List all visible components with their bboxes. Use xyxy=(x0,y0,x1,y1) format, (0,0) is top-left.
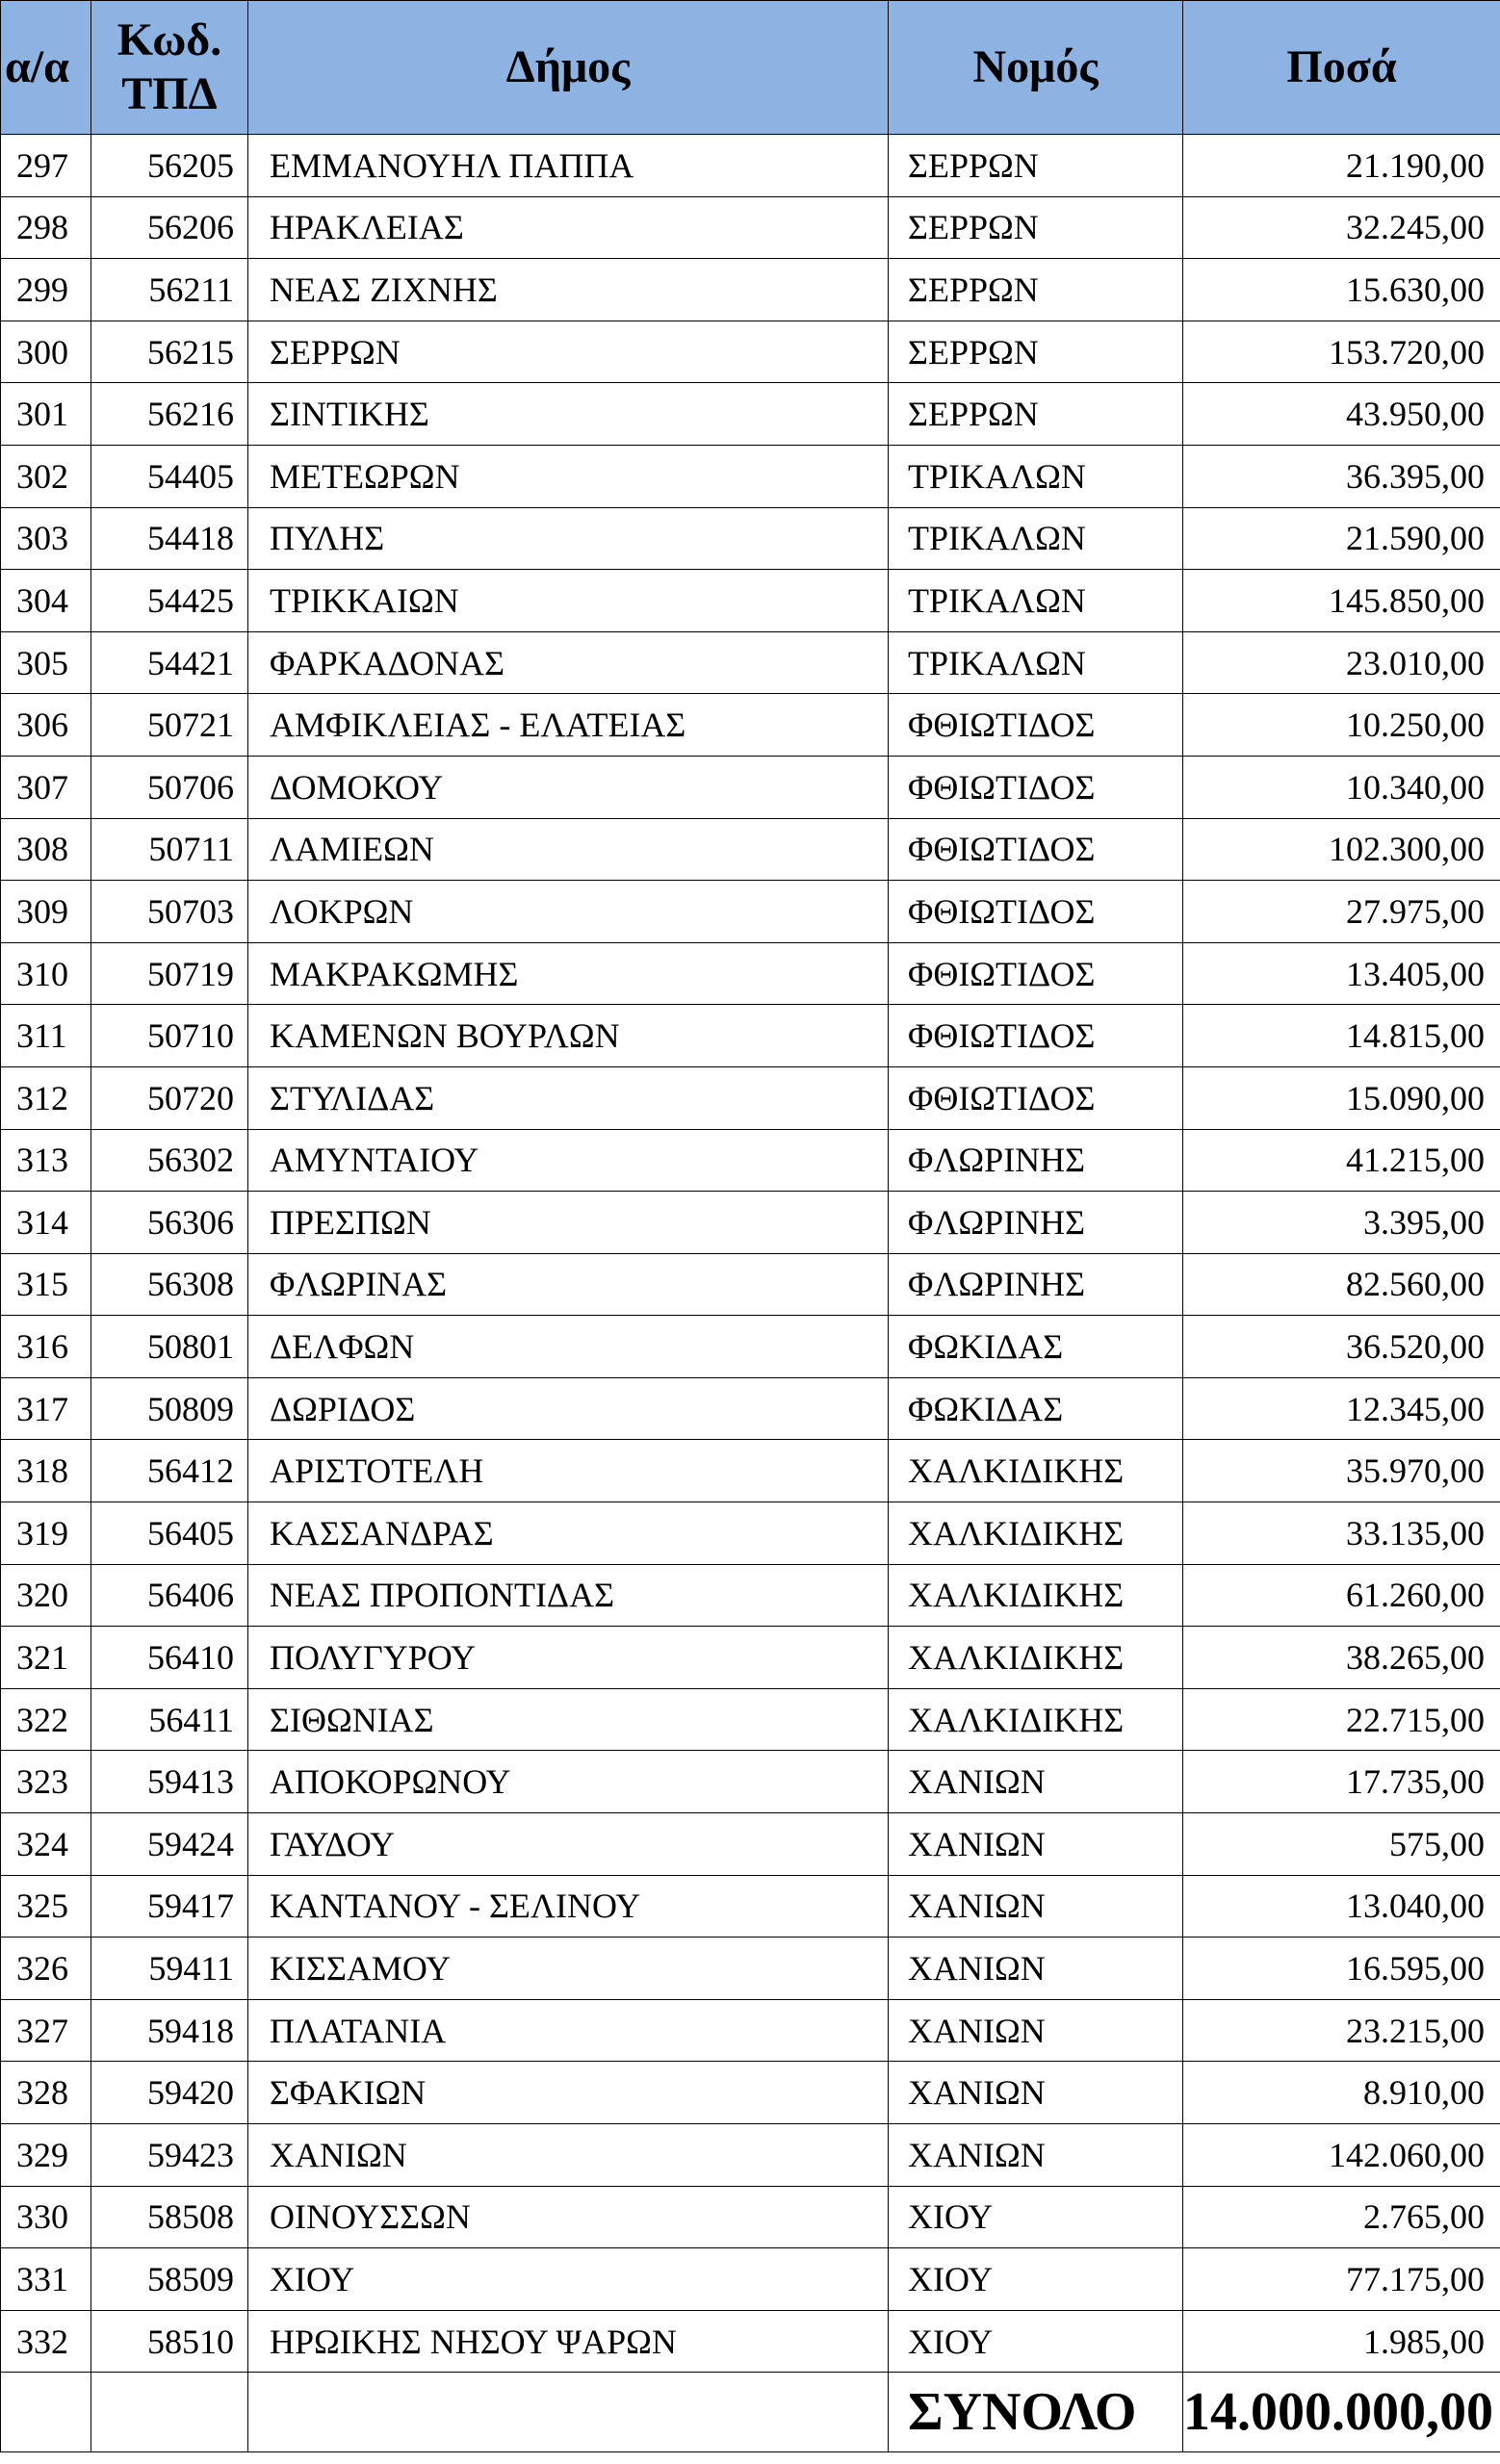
table-row xyxy=(1,445,1500,507)
table-row xyxy=(1,818,1500,881)
cell-code: 50720 xyxy=(91,1066,248,1129)
cell-code: 59417 xyxy=(91,1875,248,1938)
cell-code: 56206 xyxy=(91,196,248,259)
cell-dimos: ΣΙΘΩΝΙΑΣ xyxy=(248,1688,889,1751)
cell-aa: 321 xyxy=(1,1627,91,1689)
table-row xyxy=(1,942,1500,1005)
table-row xyxy=(1,1192,1500,1254)
cell-dimos: ΟΙΝΟΥΣΣΩΝ xyxy=(248,2186,889,2248)
cell-aa: 302 xyxy=(1,445,91,507)
table-row xyxy=(1,1502,1500,1565)
cell-nomos: ΧΑΝΙΩΝ xyxy=(889,1938,1183,2000)
cell-amount: 22.715,00 xyxy=(1183,1688,1500,1751)
table-row xyxy=(1,1938,1500,2000)
cell-amount: 2.765,00 xyxy=(1183,2186,1500,2248)
cell-aa: 306 xyxy=(1,694,91,757)
cell-nomos: ΦΩΚΙΔΑΣ xyxy=(889,1377,1183,1440)
cell-nomos: ΤΡΙΚΑΛΩΝ xyxy=(889,631,1183,694)
cell-dimos: ΦΛΩΡΙΝΑΣ xyxy=(248,1253,889,1316)
cell-dimos: ΣΦΑΚΙΩΝ xyxy=(248,2062,889,2124)
cell-aa: 330 xyxy=(1,2186,91,2248)
cell-dimos: ΤΡΙΚΚΑΙΩΝ xyxy=(248,570,889,632)
cell-aa: 319 xyxy=(1,1502,91,1565)
header-aa: α/α xyxy=(1,1,91,135)
cell-dimos: ΜΕΤΕΩΡΩΝ xyxy=(248,445,889,507)
cell-nomos: ΤΡΙΚΑΛΩΝ xyxy=(889,507,1183,570)
table-row xyxy=(1,1875,1500,1938)
cell-dimos: ΑΜΥΝΤΑΙΟΥ xyxy=(248,1129,889,1192)
table-row xyxy=(1,1377,1500,1440)
cell-dimos: ΣΙΝΤΙΚΗΣ xyxy=(248,383,889,446)
header-code xyxy=(91,1,248,135)
cell-code: 54418 xyxy=(91,507,248,570)
cell-code: 56302 xyxy=(91,1129,248,1192)
cell-amount: 41.215,00 xyxy=(1183,1129,1500,1192)
cell-amount: 61.260,00 xyxy=(1183,1564,1500,1627)
cell-dimos: ΚΑΝΤΑΝΟΥ - ΣΕΛΙΝΟΥ xyxy=(248,1875,889,1938)
cell-code: 50710 xyxy=(91,1005,248,1067)
cell-aa: 331 xyxy=(1,2248,91,2311)
cell-nomos: ΧΑΝΙΩΝ xyxy=(889,1813,1183,1876)
cell-amount: 32.245,00 xyxy=(1183,196,1500,259)
cell-nomos: ΧΑΛΚΙΔΙΚΗΣ xyxy=(889,1502,1183,1565)
cell-amount: 77.175,00 xyxy=(1183,2248,1500,2311)
cell-nomos: ΧΑΛΚΙΔΙΚΗΣ xyxy=(889,1688,1183,1751)
cell-aa: 317 xyxy=(1,1377,91,1440)
cell-amount: 36.395,00 xyxy=(1183,445,1500,507)
cell-dimos: ΔΕΛΦΩΝ xyxy=(248,1316,889,1378)
cell-dimos: ΔΟΜΟΚΟΥ xyxy=(248,756,889,818)
cell-amount: 13.405,00 xyxy=(1183,942,1500,1005)
cell-amount: 102.300,00 xyxy=(1183,818,1500,881)
cell-nomos: ΧΙΟΥ xyxy=(889,2248,1183,2311)
cell-nomos: ΧΑΛΚΙΔΙΚΗΣ xyxy=(889,1627,1183,1689)
cell-aa: 300 xyxy=(1,321,91,383)
table-row xyxy=(1,881,1500,943)
cell-nomos: ΧΑΛΚΙΔΙΚΗΣ xyxy=(889,1440,1183,1502)
cell-nomos: ΣΕΡΡΩΝ xyxy=(889,321,1183,383)
cell-code: 56306 xyxy=(91,1192,248,1254)
cell-code: 59420 xyxy=(91,2062,248,2124)
cell-amount: 17.735,00 xyxy=(1183,1751,1500,1813)
cell-dimos: ΠΟΛΥΓΥΡΟΥ xyxy=(248,1627,889,1689)
cell-nomos: ΦΘΙΩΤΙΔΟΣ xyxy=(889,881,1183,943)
cell-aa: 325 xyxy=(1,1875,91,1938)
cell-code: 56205 xyxy=(91,135,248,197)
cell-dimos: ΧΙΟΥ xyxy=(248,2248,889,2311)
cell-code: 50706 xyxy=(91,756,248,818)
table-row xyxy=(1,2186,1500,2248)
cell-amount: 35.970,00 xyxy=(1183,1440,1500,1502)
cell-nomos: ΦΘΙΩΤΙΔΟΣ xyxy=(889,818,1183,881)
cell-nomos: ΧΙΟΥ xyxy=(889,2186,1183,2248)
cell-code: 59423 xyxy=(91,2124,248,2187)
cell-amount: 15.090,00 xyxy=(1183,1066,1500,1129)
table-row xyxy=(1,1440,1500,1502)
cell-amount: 3.395,00 xyxy=(1183,1192,1500,1254)
table-footer xyxy=(1,2373,1500,2452)
cell-dimos: ΝΕΑΣ ΖΙΧΝΗΣ xyxy=(248,259,889,321)
cell-amount: 142.060,00 xyxy=(1183,2124,1500,2187)
total-label: ΣΥΝΟΛΟ xyxy=(889,2373,1183,2452)
header-dimos: Δήμος xyxy=(248,1,889,135)
cell-aa: 309 xyxy=(1,881,91,943)
cell-amount: 43.950,00 xyxy=(1183,383,1500,446)
cell-dimos: ΚΙΣΣΑΜΟΥ xyxy=(248,1938,889,2000)
cell-aa: 329 xyxy=(1,2124,91,2187)
cell-amount: 145.850,00 xyxy=(1183,570,1500,632)
cell-code: 58508 xyxy=(91,2186,248,2248)
cell-nomos: ΣΕΡΡΩΝ xyxy=(889,259,1183,321)
cell-nomos: ΧΑΝΙΩΝ xyxy=(889,1751,1183,1813)
table-row xyxy=(1,383,1500,446)
table-row xyxy=(1,1564,1500,1627)
table-row xyxy=(1,1005,1500,1067)
cell-dimos: ΑΜΦΙΚΛΕΙΑΣ - ΕΛΑΤΕΙΑΣ xyxy=(248,694,889,757)
cell-code: 56215 xyxy=(91,321,248,383)
cell-nomos: ΦΛΩΡΙΝΗΣ xyxy=(889,1192,1183,1254)
cell-aa: 314 xyxy=(1,1192,91,1254)
cell-dimos: ΑΠΟΚΟΡΩΝΟΥ xyxy=(248,1751,889,1813)
cell-amount: 82.560,00 xyxy=(1183,1253,1500,1316)
cell-nomos: ΦΛΩΡΙΝΗΣ xyxy=(889,1253,1183,1316)
table-row xyxy=(1,1129,1500,1192)
cell-aa: 320 xyxy=(1,1564,91,1627)
table-row xyxy=(1,1627,1500,1689)
table-row xyxy=(1,2310,1500,2373)
cell-code: 50801 xyxy=(91,1316,248,1378)
cell-aa: 332 xyxy=(1,2310,91,2373)
table-row xyxy=(1,1316,1500,1378)
cell-aa: 305 xyxy=(1,631,91,694)
cell-nomos: ΧΑΛΚΙΔΙΚΗΣ xyxy=(889,1564,1183,1627)
cell-dimos: ΜΑΚΡΑΚΩΜΗΣ xyxy=(248,942,889,1005)
cell-aa: 308 xyxy=(1,818,91,881)
table-row xyxy=(1,1253,1500,1316)
cell-amount: 12.345,00 xyxy=(1183,1377,1500,1440)
cell-dimos: ΠΡΕΣΠΩΝ xyxy=(248,1192,889,1254)
cell-nomos: ΣΕΡΡΩΝ xyxy=(889,135,1183,197)
cell-dimos: ΣΕΡΡΩΝ xyxy=(248,321,889,383)
table-row xyxy=(1,259,1500,321)
header-code-line1: Κωδ. xyxy=(116,14,222,65)
cell-dimos: ΦΑΡΚΑΔΟΝΑΣ xyxy=(248,631,889,694)
table-row xyxy=(1,1751,1500,1813)
cell-aa: 324 xyxy=(1,1813,91,1876)
cell-code: 58510 xyxy=(91,2310,248,2373)
cell-amount: 575,00 xyxy=(1183,1813,1500,1876)
cell-dimos: ΧΑΝΙΩΝ xyxy=(248,2124,889,2187)
cell-amount: 23.215,00 xyxy=(1183,1999,1500,2062)
cell-nomos: ΧΑΝΙΩΝ xyxy=(889,2062,1183,2124)
cell-nomos: ΤΡΙΚΑΛΩΝ xyxy=(889,570,1183,632)
cell-nomos: ΦΘΙΩΤΙΔΟΣ xyxy=(889,694,1183,757)
table-row xyxy=(1,1066,1500,1129)
cell-amount: 15.630,00 xyxy=(1183,259,1500,321)
cell-aa: 304 xyxy=(1,570,91,632)
cell-aa: 312 xyxy=(1,1066,91,1129)
cell-aa: 318 xyxy=(1,1440,91,1502)
cell-aa: 327 xyxy=(1,1999,91,2062)
table-row xyxy=(1,2062,1500,2124)
table-row xyxy=(1,135,1500,197)
cell-aa: 307 xyxy=(1,756,91,818)
total-empty-cell xyxy=(1,2373,91,2452)
cell-dimos: ΝΕΑΣ ΠΡΟΠΟΝΤΙΔΑΣ xyxy=(248,1564,889,1627)
cell-dimos: ΕΜΜΑΝΟΥΗΛ ΠΑΠΠΑ xyxy=(248,135,889,197)
total-value: 14.000.000,00 xyxy=(1183,2373,1500,2452)
cell-code: 56405 xyxy=(91,1502,248,1565)
cell-aa: 316 xyxy=(1,1316,91,1378)
cell-code: 59411 xyxy=(91,1938,248,2000)
cell-aa: 328 xyxy=(1,2062,91,2124)
cell-amount: 13.040,00 xyxy=(1183,1875,1500,1938)
cell-aa: 303 xyxy=(1,507,91,570)
cell-nomos: ΧΑΝΙΩΝ xyxy=(889,1875,1183,1938)
cell-dimos: ΗΡΩΙΚΗΣ ΝΗΣΟΥ ΨΑΡΩΝ xyxy=(248,2310,889,2373)
cell-nomos: ΧΑΝΙΩΝ xyxy=(889,1999,1183,2062)
cell-code: 59424 xyxy=(91,1813,248,1876)
cell-dimos: ΓΑΥΔΟΥ xyxy=(248,1813,889,1876)
cell-amount: 8.910,00 xyxy=(1183,2062,1500,2124)
cell-amount: 33.135,00 xyxy=(1183,1502,1500,1565)
cell-dimos: ΚΑΣΣΑΝΔΡΑΣ xyxy=(248,1502,889,1565)
cell-nomos: ΤΡΙΚΑΛΩΝ xyxy=(889,445,1183,507)
cell-aa: 301 xyxy=(1,383,91,446)
cell-amount: 153.720,00 xyxy=(1183,321,1500,383)
cell-code: 54405 xyxy=(91,445,248,507)
cell-nomos: ΦΘΙΩΤΙΔΟΣ xyxy=(889,942,1183,1005)
cell-code: 58509 xyxy=(91,2248,248,2311)
cell-amount: 10.340,00 xyxy=(1183,756,1500,818)
cell-amount: 21.590,00 xyxy=(1183,507,1500,570)
cell-code: 50719 xyxy=(91,942,248,1005)
cell-code: 56216 xyxy=(91,383,248,446)
cell-nomos: ΦΘΙΩΤΙΔΟΣ xyxy=(889,1066,1183,1129)
cell-amount: 38.265,00 xyxy=(1183,1627,1500,1689)
table-row xyxy=(1,507,1500,570)
cell-code: 50721 xyxy=(91,694,248,757)
table-row xyxy=(1,694,1500,757)
cell-aa: 322 xyxy=(1,1688,91,1751)
cell-nomos: ΦΩΚΙΔΑΣ xyxy=(889,1316,1183,1378)
cell-dimos: ΠΛΑΤΑΝΙΑ xyxy=(248,1999,889,2062)
cell-amount: 21.190,00 xyxy=(1183,135,1500,197)
cell-code: 59413 xyxy=(91,1751,248,1813)
table-header xyxy=(1,1,1500,135)
cell-dimos: ΛΟΚΡΩΝ xyxy=(248,881,889,943)
cell-code: 50711 xyxy=(91,818,248,881)
total-empty-cell xyxy=(248,2373,889,2452)
cell-dimos: ΚΑΜΕΝΩΝ ΒΟΥΡΛΩΝ xyxy=(248,1005,889,1067)
cell-amount: 23.010,00 xyxy=(1183,631,1500,694)
cell-aa: 326 xyxy=(1,1938,91,2000)
cell-aa: 298 xyxy=(1,196,91,259)
cell-code: 56308 xyxy=(91,1253,248,1316)
total-empty-cell xyxy=(91,2373,248,2452)
cell-aa: 311 xyxy=(1,1005,91,1067)
header-nomos: Νομός xyxy=(889,1,1183,135)
header-amount: Ποσά xyxy=(1183,1,1500,135)
cell-amount: 10.250,00 xyxy=(1183,694,1500,757)
table-body xyxy=(1,135,1500,2373)
table-row xyxy=(1,196,1500,259)
table-row xyxy=(1,1999,1500,2062)
cell-nomos: ΦΛΩΡΙΝΗΣ xyxy=(889,1129,1183,1192)
cell-code: 50809 xyxy=(91,1377,248,1440)
cell-nomos: ΣΕΡΡΩΝ xyxy=(889,383,1183,446)
table-row xyxy=(1,2248,1500,2311)
cell-aa: 310 xyxy=(1,942,91,1005)
cell-dimos: ΠΥΛΗΣ xyxy=(248,507,889,570)
cell-nomos: ΦΘΙΩΤΙΔΟΣ xyxy=(889,756,1183,818)
table-row xyxy=(1,756,1500,818)
table-row xyxy=(1,570,1500,632)
cell-nomos: ΣΕΡΡΩΝ xyxy=(889,196,1183,259)
cell-nomos: ΦΘΙΩΤΙΔΟΣ xyxy=(889,1005,1183,1067)
cell-code: 54425 xyxy=(91,570,248,632)
cell-aa: 323 xyxy=(1,1751,91,1813)
cell-aa: 299 xyxy=(1,259,91,321)
header-row xyxy=(1,1,1500,135)
total-row xyxy=(1,2373,1500,2452)
cell-code: 56412 xyxy=(91,1440,248,1502)
cell-code: 56410 xyxy=(91,1627,248,1689)
cell-dimos: ΔΩΡΙΔΟΣ xyxy=(248,1377,889,1440)
cell-aa: 313 xyxy=(1,1129,91,1192)
table-row xyxy=(1,631,1500,694)
cell-dimos: ΛΑΜΙΕΩΝ xyxy=(248,818,889,881)
header-code-line2: ΤΠΔ xyxy=(121,68,218,119)
cell-nomos: ΧΙΟΥ xyxy=(889,2310,1183,2373)
cell-amount: 36.520,00 xyxy=(1183,1316,1500,1378)
cell-code: 56411 xyxy=(91,1688,248,1751)
cell-code: 56211 xyxy=(91,259,248,321)
table-row xyxy=(1,1688,1500,1751)
cell-code: 59418 xyxy=(91,1999,248,2062)
cell-amount: 14.815,00 xyxy=(1183,1005,1500,1067)
cell-amount: 16.595,00 xyxy=(1183,1938,1500,2000)
cell-amount: 27.975,00 xyxy=(1183,881,1500,943)
cell-code: 50703 xyxy=(91,881,248,943)
cell-aa: 315 xyxy=(1,1253,91,1316)
cell-dimos: ΑΡΙΣΤΟΤΕΛΗ xyxy=(248,1440,889,1502)
cell-dimos: ΗΡΑΚΛΕΙΑΣ xyxy=(248,196,889,259)
cell-code: 56406 xyxy=(91,1564,248,1627)
cell-dimos: ΣΤΥΛΙΔΑΣ xyxy=(248,1066,889,1129)
table-row xyxy=(1,321,1500,383)
table-row xyxy=(1,1813,1500,1876)
cell-amount: 1.985,00 xyxy=(1183,2310,1500,2373)
cell-nomos: ΧΑΝΙΩΝ xyxy=(889,2124,1183,2187)
cell-aa: 297 xyxy=(1,135,91,197)
table-row xyxy=(1,2124,1500,2187)
cell-code: 54421 xyxy=(91,631,248,694)
